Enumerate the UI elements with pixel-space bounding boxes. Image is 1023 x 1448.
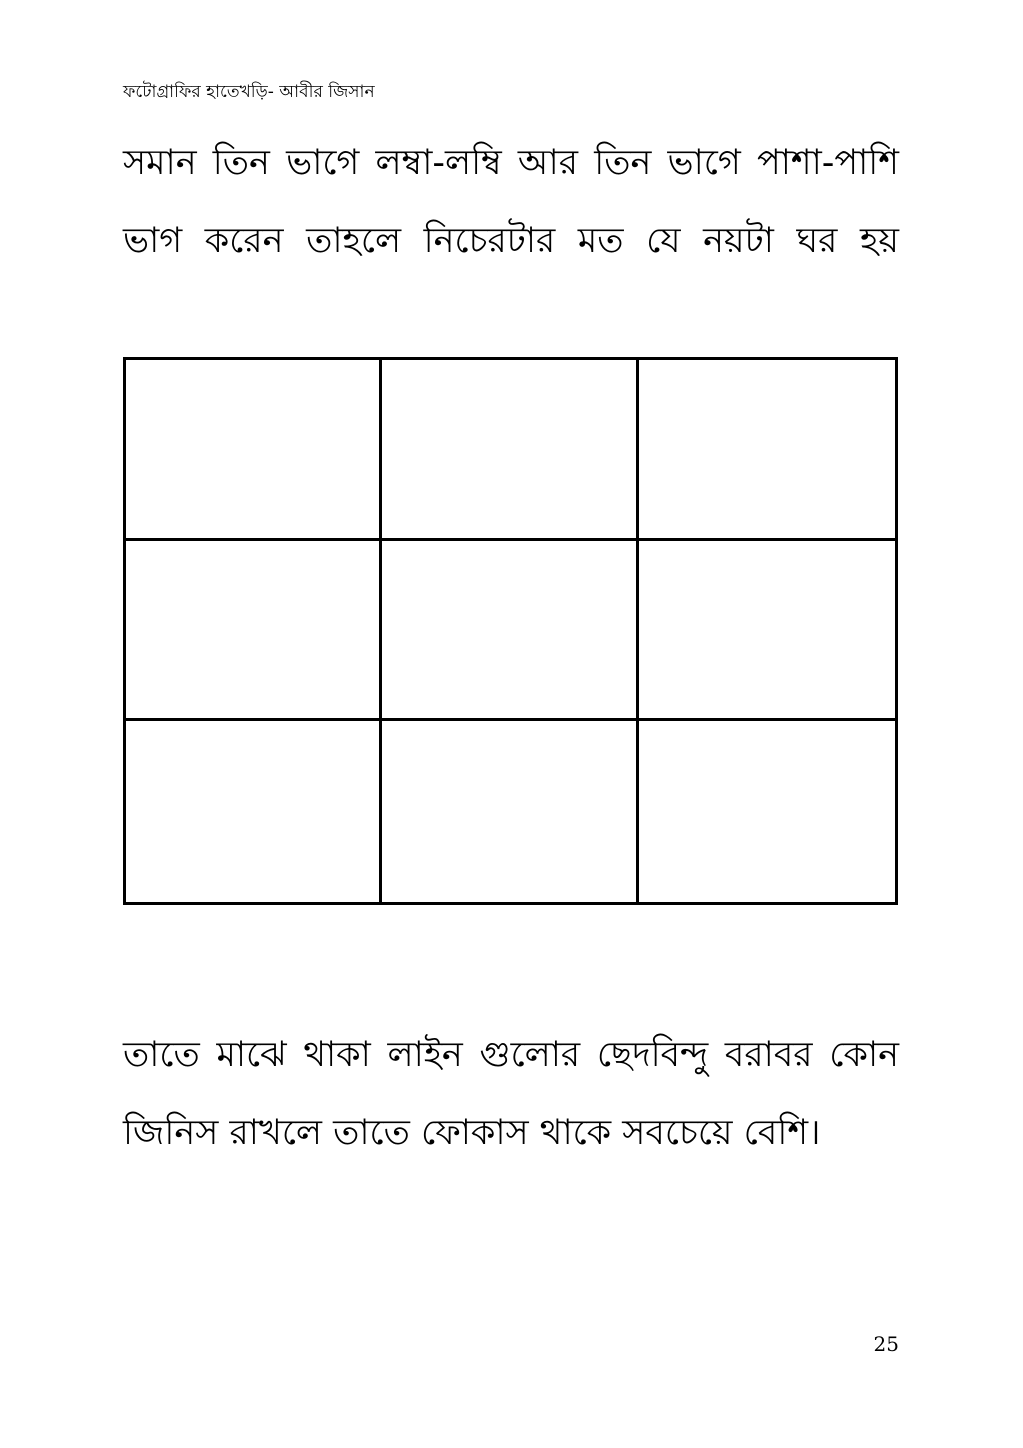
explanation-paragraph <box>123 1016 899 1172</box>
grid-cell <box>639 360 895 541</box>
grid-cell <box>639 721 895 902</box>
grid-cell <box>639 541 895 722</box>
grid-cell <box>382 541 638 722</box>
grid-cell <box>382 721 638 902</box>
explanation-line-2: জিনিস রাখলে তাতে ফোকাস থাকে সবচেয়ে বেশি। <box>123 1113 821 1153</box>
intro-paragraph <box>123 124 899 280</box>
running-header: ফটোগ্রাফির হাতেখড়ি- আবীর জিসান <box>123 82 375 102</box>
grid-cell <box>382 360 638 541</box>
explanation-line-1: তাতে মাঝে থাকা লাইন গুলোর ছেদবিন্দু বরাবর কোন <box>123 1035 899 1075</box>
intro-line-2: ভাগ করেন তাহলে নিচেরটার মত যে নয়টা ঘর হয় <box>123 221 899 261</box>
intro-line-1: সমান তিন ভাগে লম্বা-লম্বি আর তিন ভাগে পাশা-পাশি <box>123 143 899 183</box>
rule-of-thirds-grid <box>123 357 898 905</box>
grid-cell <box>126 721 382 902</box>
page-number: 25 <box>873 1332 899 1356</box>
grid-cell <box>126 360 382 541</box>
grid-cell <box>126 541 382 722</box>
